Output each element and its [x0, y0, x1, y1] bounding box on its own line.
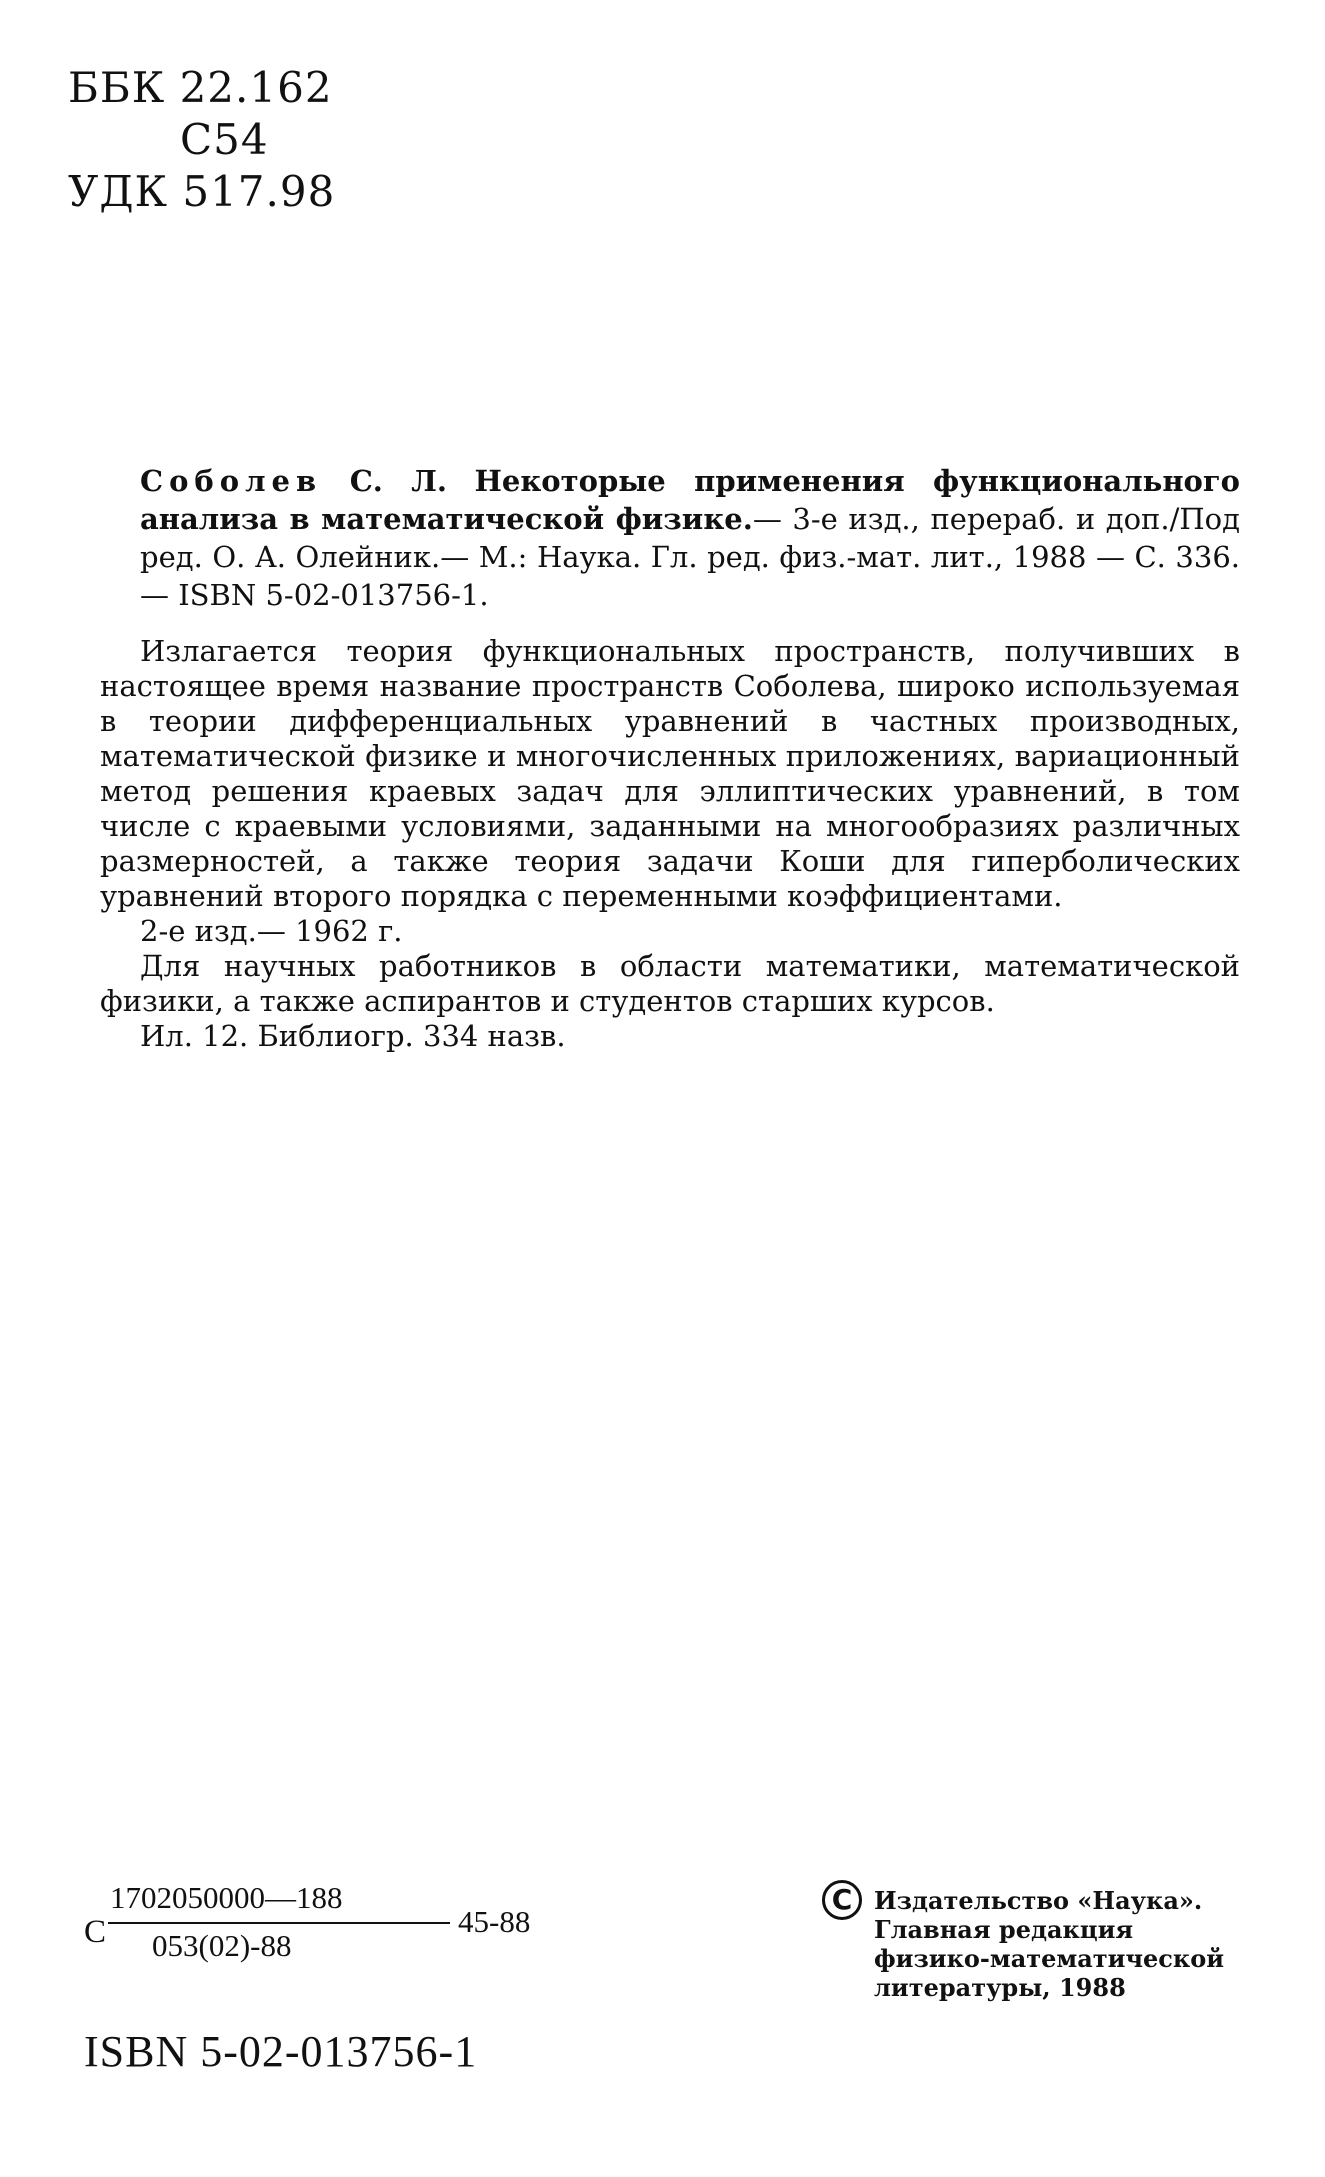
copyright-line: физико-математической [874, 1944, 1225, 1973]
copyright-line: литературы, 1988 [874, 1973, 1126, 2002]
udk-code: УДК 517.98 [68, 167, 336, 216]
record-details: — 3-е изд., перераб. и доп./Под ред. О. А. Олейник.— М.: Наука. Гл. ред. физ.-мат. лит., 1988 — С. 336.— ISBN 5-02-013756-1. [140, 502, 1240, 612]
library-code [84, 1880, 531, 1980]
copyright-icon: C [822, 1880, 862, 1920]
annotation-illustrations: Ил. 12. Библиогр. 334 назв. [140, 1019, 566, 1053]
record-title: Некоторые применения функционального анализа в математической физике. [140, 464, 1241, 536]
copyright-line: Главная редакция [874, 1915, 1134, 1944]
copyright-line: Издательство «Наука». [874, 1886, 1203, 1915]
library-code-letter: С [84, 1914, 107, 1950]
record-author: Соболев [140, 464, 323, 498]
annotation-previous-edition: 2-е изд.— 1962 г. [140, 914, 403, 948]
fraction-line [108, 1922, 450, 1924]
author-mark: С54 [180, 115, 269, 164]
library-code-numerator: 1702050000—188 [110, 1880, 343, 1915]
bbk-code: ББК 22.162 [68, 63, 333, 112]
copyright-lines [874, 1886, 1224, 2002]
annotation-summary: Излагается теория функциональных пространств, получивших в настоящее время название пространств Соболева, широко используемая в теории дифференциальных уравнений в частных производных, математической физике и многочисленных приложениях, вариационный метод решения краевых задач для эллиптических уравнений, в том числе с краевыми условиями, заданными на многообразиях различных размерностей, а также теория задачи Коши для гиперболических уравнений второго порядка с переменными коэффициентами. [100, 634, 1240, 913]
annotation-audience: Для научных работников в области математики, математической физики, а также аспирантов и студентов старших курсов. [100, 949, 1240, 1018]
annotation [100, 634, 1240, 1054]
bibliographic-record [140, 462, 1240, 614]
isbn-footer: ISBN 5-02-013756-1 [84, 2027, 478, 2076]
classification-block [68, 62, 335, 218]
library-code-suffix: 45-88 [458, 1904, 531, 1939]
record-initials: С. Л. [349, 464, 447, 498]
library-code-denominator: 053(02)-88 [152, 1928, 292, 1963]
